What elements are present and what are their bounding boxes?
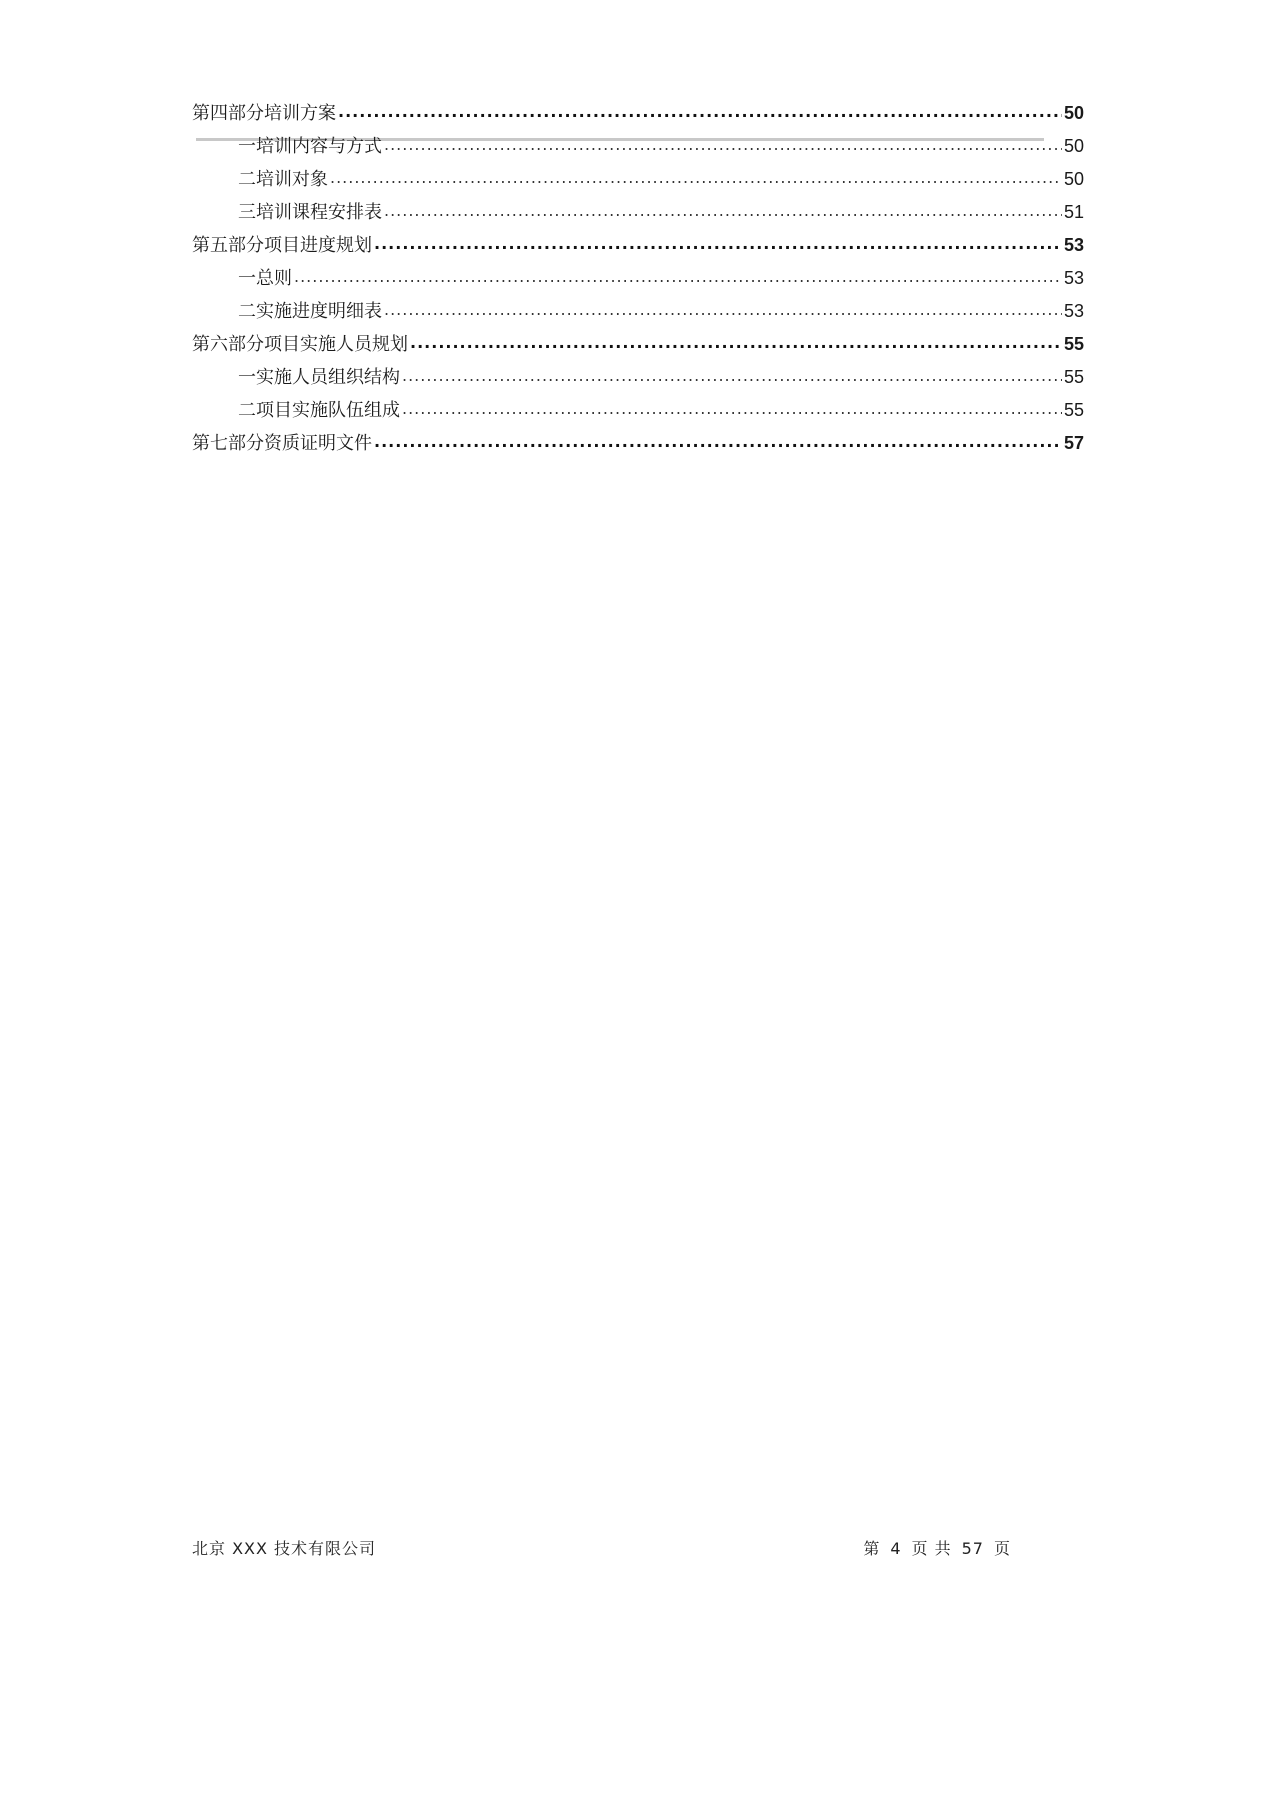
- footer-page-suffix: 页: [993, 1539, 1011, 1558]
- toc-entry-part-5[interactable]: [192, 233, 1084, 266]
- toc-page-number: 53: [1063, 235, 1084, 255]
- toc-entry-section[interactable]: [192, 365, 1084, 398]
- footer-page-info: [858, 1536, 1016, 1560]
- dot-leader: [330, 166, 1062, 186]
- toc-entry-section[interactable]: [192, 200, 1084, 233]
- toc-entry-section[interactable]: [192, 266, 1084, 299]
- table-of-contents: [192, 101, 1084, 464]
- toc-entry-part-4[interactable]: [192, 101, 1084, 134]
- toc-entry-section[interactable]: [192, 134, 1084, 167]
- page-footer: [192, 1536, 1016, 1560]
- toc-page-number: 55: [1063, 400, 1084, 420]
- footer-page-mid: 页 共: [911, 1539, 952, 1558]
- footer-page-current: 4: [890, 1539, 902, 1558]
- dot-leader: [384, 199, 1062, 219]
- dot-leader: [338, 100, 1062, 120]
- dot-leader: [384, 133, 1062, 153]
- toc-page-number: 50: [1063, 169, 1084, 189]
- toc-entry-part-7[interactable]: [192, 431, 1084, 464]
- toc-page-number: 55: [1063, 367, 1084, 387]
- toc-number: 第五部分: [192, 235, 264, 256]
- toc-title: 培训课程安排表: [256, 202, 382, 223]
- toc-number: 二: [238, 400, 256, 421]
- toc-page-number: 51: [1063, 202, 1084, 222]
- toc-title: 资质证明文件: [264, 433, 372, 454]
- toc-number: 二: [238, 301, 256, 322]
- toc-number: 二: [238, 169, 256, 190]
- dot-leader: [374, 232, 1062, 252]
- toc-page-number: 50: [1063, 103, 1084, 123]
- toc-number: 一: [238, 268, 256, 289]
- toc-entry-section[interactable]: [192, 167, 1084, 200]
- toc-title: 项目进度规划: [264, 235, 372, 256]
- toc-title: 项目实施人员规划: [264, 334, 408, 355]
- dot-leader: [374, 430, 1062, 450]
- toc-title: 培训对象: [256, 169, 328, 190]
- toc-title: 总则: [256, 268, 292, 289]
- toc-number: 三: [238, 202, 256, 223]
- dot-leader: [402, 397, 1062, 417]
- footer-page-prefix: 第: [863, 1539, 881, 1558]
- toc-number: 一: [238, 136, 256, 157]
- footer-company: 北京 XXX 技术有限公司: [192, 1539, 377, 1558]
- toc-page-number: 50: [1063, 136, 1084, 156]
- dot-leader: [402, 364, 1062, 384]
- dot-leader: [294, 265, 1062, 285]
- toc-entry-section[interactable]: [192, 299, 1084, 332]
- toc-number: 第四部分: [192, 103, 264, 124]
- toc-number: 一: [238, 367, 256, 388]
- dot-leader: [410, 331, 1062, 351]
- toc-page-number: 53: [1063, 268, 1084, 288]
- toc-page-number: 53: [1063, 301, 1084, 321]
- toc-entry-section[interactable]: [192, 398, 1084, 431]
- toc-page-number: 55: [1063, 334, 1084, 354]
- toc-title: 培训方案: [264, 103, 336, 124]
- toc-number: 第七部分: [192, 433, 264, 454]
- toc-page-number: 57: [1063, 433, 1084, 453]
- toc-entry-part-6[interactable]: [192, 332, 1084, 365]
- footer-page-total: 57: [961, 1539, 984, 1558]
- toc-title: 项目实施队伍组成: [256, 400, 400, 421]
- toc-number: 第六部分: [192, 334, 264, 355]
- toc-title: 实施人员组织结构: [256, 367, 400, 388]
- toc-title: 培训内容与方式: [256, 136, 382, 157]
- dot-leader: [384, 298, 1062, 318]
- toc-title: 实施进度明细表: [256, 301, 382, 322]
